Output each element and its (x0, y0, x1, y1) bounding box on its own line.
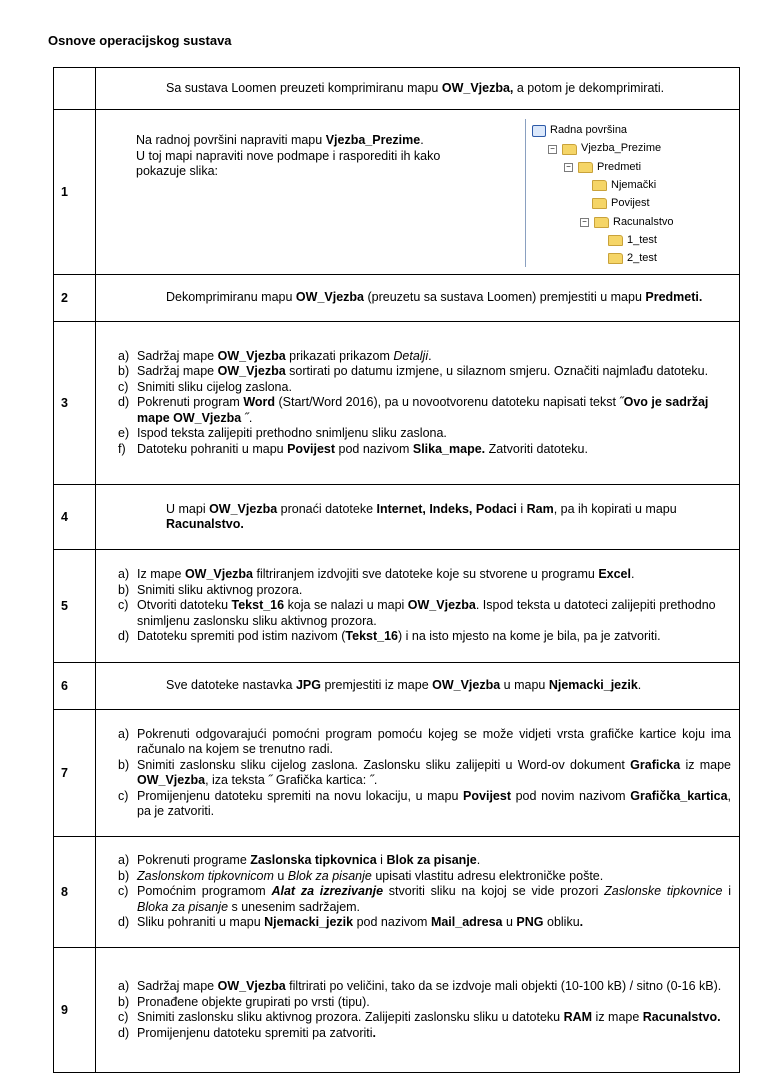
task-step (118, 442, 731, 458)
text-segment: Promijenjenu datoteku spremiti pa zatvoriti (137, 1025, 373, 1040)
step-text (137, 364, 731, 380)
bold-italic-text: Alat za izrezivanje (271, 884, 384, 899)
folder-icon (608, 235, 623, 246)
task-content (96, 68, 740, 110)
task-content (96, 275, 740, 322)
text-segment: sortirati po datumu izmjene, u silaznom smjeru. Označiti najmlađu datoteku. (285, 364, 709, 379)
table-row (54, 550, 740, 663)
task-number: 6 (54, 663, 96, 710)
step-text (137, 1010, 731, 1026)
bold-text: OW_Vjezba (137, 773, 206, 787)
tree-node (592, 196, 650, 212)
tree-node (548, 141, 661, 157)
text-segment: iz mape (592, 1010, 643, 1024)
task-step (118, 629, 731, 645)
bold-text: Excel (598, 567, 631, 582)
tree-node-label: 1_test (627, 233, 657, 246)
text-segment: a potom je dekomprimirati. (513, 80, 665, 95)
task-step (118, 567, 731, 583)
italic-text: Blok za pisanje (287, 868, 372, 883)
text-segment: , iza teksta ˝ Grafička kartica: ˝. (205, 773, 378, 787)
folder-icon (562, 144, 577, 155)
bold-text: Vjezba_Prezime (325, 133, 421, 147)
step-text (137, 380, 731, 396)
text-line (136, 164, 496, 180)
task-step (118, 583, 731, 599)
step-letter: a) (118, 726, 130, 741)
text-segment: Iz mape (137, 567, 185, 582)
step-text (137, 395, 731, 426)
task-step (118, 1010, 731, 1026)
text-segment: prikazati prikazom (285, 348, 394, 363)
task-step (118, 380, 731, 396)
step-letter: a) (118, 979, 130, 993)
step-letter: d) (118, 915, 130, 930)
text-segment: Sadržaj mape (137, 364, 218, 379)
text-segment: obliku (543, 915, 580, 930)
bold-text: OW_Vjezba (432, 678, 501, 693)
step-letter: d) (118, 395, 130, 410)
step-letter: a) (118, 853, 130, 868)
step-text (137, 583, 731, 599)
text-segment: ) i na isto mjesto na kome je bila, pa je zatvoriti. (398, 629, 661, 644)
bold-text: Ovo je sadržaj mape OW_Vjezba (137, 395, 709, 425)
table-row (54, 485, 740, 550)
bold-text: Mail_adresa (430, 915, 503, 930)
text-segment: . (476, 853, 481, 868)
page-title: Osnove operacijskog sustava (48, 33, 232, 48)
step-letter: b) (118, 868, 130, 883)
task-step (118, 758, 731, 789)
bold-text: RAM (563, 1010, 593, 1024)
collapse-toggle-icon: − (580, 218, 589, 227)
task-number: 1 (54, 110, 96, 275)
task-content (96, 948, 740, 1073)
step-letter: b) (118, 364, 130, 379)
tree-node (532, 123, 627, 139)
task-number: 3 (54, 322, 96, 485)
task-step (118, 979, 731, 995)
text-segment: , pa ih kopirati u mapu (553, 501, 677, 516)
text-segment: (Start/Word 2016), pa u novootvorenu datoteku napisati tekst ˝ (275, 395, 624, 410)
table-row (54, 275, 740, 322)
task-paragraph (166, 502, 731, 533)
text-segment: Dekomprimiranu mapu (166, 290, 296, 305)
text-segment: Na radnoj površini napraviti mapu (136, 133, 326, 147)
step-letter: c) (118, 379, 129, 394)
bold-text: Tekst_16 (345, 629, 398, 644)
text-segment: Pokrenuti program (137, 395, 244, 410)
table-row (54, 68, 740, 110)
folder-icon (592, 198, 607, 209)
bold-text: Racunalstvo. (166, 517, 244, 531)
tasks-table (53, 67, 740, 1073)
text-segment: iz mape (680, 757, 731, 772)
bold-text: Zaslonska tipkovnica (250, 853, 377, 868)
text-segment: i (376, 853, 387, 868)
tree-node-label: Racunalstvo (613, 215, 674, 228)
step-text (137, 727, 731, 758)
text-segment: Promijenjenu datoteku spremiti na novu lokaciju, u mapu (137, 788, 464, 803)
text-segment: pod novim nazivom (510, 788, 631, 803)
task-paragraph (166, 290, 731, 306)
bold-text: Povijest (463, 788, 511, 803)
step-letter: c) (118, 598, 129, 613)
task-content (96, 550, 740, 663)
text-segment: Snimiti sliku aktivnog prozora. (137, 582, 303, 597)
text-segment: , pa je zatvoriti. (137, 788, 732, 818)
tree-node-label: 2_test (627, 252, 657, 265)
bold-text: . (372, 1025, 377, 1040)
text-segment: pod nazivom (353, 915, 431, 930)
table-row (54, 837, 740, 948)
task-step (118, 915, 731, 931)
text-segment: pokazuje slika: (136, 164, 218, 178)
bold-text: Povijest (287, 441, 336, 456)
text-segment: Ispod teksta zalijepiti prethodno snimljenu sliku zaslona. (137, 426, 447, 441)
bold-text: Graficka (630, 757, 681, 772)
bold-text: OW_Vjezba (295, 290, 364, 305)
step-text (137, 758, 731, 789)
tree-node-label: Predmeti (597, 160, 642, 173)
bold-text: OW_Vjezba (217, 979, 286, 993)
task-step (118, 995, 731, 1011)
text-segment: pronaći datoteke (277, 501, 377, 516)
bold-text: OW_Vjezba (217, 364, 286, 379)
step-text (137, 869, 731, 885)
step-letter: e) (118, 426, 130, 441)
text-segment: . (428, 348, 432, 363)
bold-text: Grafička_kartica (630, 788, 728, 803)
text-segment: stvoriti sliku na kojoj se vide prozori (383, 884, 605, 899)
text-segment: Pokrenuti programe (137, 853, 251, 868)
task-steps (118, 349, 731, 458)
text-segment: . (637, 678, 642, 693)
text-segment: Pokrenuti odgovarajući pomoćni program pomoću kojeg se može vidjeti vrsta grafičke kartice koju ima računalo na kojem se trenutno radi. (137, 726, 731, 756)
tree-node (580, 215, 674, 231)
text-segment: Snimiti sliku cijelog zaslona. (137, 379, 292, 394)
bold-text: Tekst_16 (231, 598, 285, 613)
collapse-toggle-icon: − (564, 163, 573, 172)
step-letter: d) (118, 1025, 130, 1040)
text-segment: Datoteku spremiti pod istim nazivom ( (137, 629, 346, 644)
text-segment: premjestiti iz mape (320, 678, 433, 693)
text-segment: u mapu (500, 678, 549, 693)
tree-node-label: Vjezba_Prezime (581, 142, 662, 155)
task-steps (118, 853, 731, 931)
text-segment: Pronađene objekte grupirati po vrsti (tipu). (137, 994, 370, 1009)
task-content (96, 322, 740, 485)
step-letter: c) (118, 1010, 129, 1024)
bold-text: Njemacki_jezik (264, 915, 354, 930)
step-letter: f) (118, 441, 126, 456)
task-steps (118, 727, 731, 820)
bold-text: Predmeti. (645, 290, 703, 305)
step-letter: d) (118, 629, 130, 644)
text-segment: . (630, 567, 635, 582)
step-text (137, 979, 731, 995)
step-text (137, 629, 731, 645)
folder-icon (592, 180, 607, 191)
text-segment: Otvoriti datoteku (137, 598, 232, 613)
task-1-layout (118, 117, 731, 267)
italic-text: Detalji (393, 348, 429, 363)
task-steps (118, 979, 731, 1041)
text-segment: Sliku pohraniti u mapu (137, 915, 265, 930)
text-segment: Sadržaj mape (137, 348, 218, 363)
tree-node (592, 178, 656, 194)
task-step (118, 869, 731, 885)
text-segment: upisati vlastitu adresu elektroničke pošte. (371, 868, 604, 883)
collapse-toggle-icon: − (548, 145, 557, 154)
text-segment: Sadržaj mape (137, 979, 218, 993)
tree-node-label: Radna površina (550, 124, 628, 136)
bold-text: OW_Vjezba (217, 348, 286, 363)
step-letter: c) (118, 788, 129, 803)
bold-text: Njemacki_jezik (548, 678, 638, 693)
task-step (118, 598, 731, 629)
bold-text: Slika_mape. (412, 441, 486, 456)
task-number: 2 (54, 275, 96, 322)
task-paragraph (166, 81, 731, 97)
bold-text: Internet, Indeks, Podaci (376, 501, 517, 516)
text-segment: (preuzetu sa sustava Loomen) premjestiti u mapu (364, 290, 646, 305)
task-paragraph (166, 678, 731, 694)
step-letter: b) (118, 994, 130, 1009)
bold-text: OW_Vjezba (184, 567, 254, 582)
task-step (118, 727, 731, 758)
table-row (54, 710, 740, 837)
table-row (54, 322, 740, 485)
tree-node (608, 251, 657, 267)
desktop-icon (532, 125, 546, 137)
folder-icon (608, 253, 623, 264)
task-step (118, 789, 731, 820)
bold-text: Racunalstvo. (642, 1010, 721, 1024)
text-segment: i (722, 884, 732, 899)
task-content (96, 110, 740, 275)
italic-text: Zaslonskom tipkovnicom (137, 868, 274, 883)
task-step (118, 395, 731, 426)
text-line (136, 133, 496, 149)
bold-text: OW_Vjezba, (441, 80, 514, 95)
task-step (118, 349, 731, 365)
bold-text: JPG (295, 678, 321, 693)
table-row (54, 110, 740, 275)
text-segment: ˝. (241, 410, 253, 425)
text-segment: i (516, 501, 527, 516)
task-steps (118, 567, 731, 645)
text-segment: Datoteku pohraniti u mapu (137, 441, 288, 456)
task-step (118, 853, 731, 869)
step-letter: a) (118, 348, 130, 363)
step-text (137, 567, 731, 583)
task-content (96, 485, 740, 550)
task-number: 8 (54, 837, 96, 948)
task-number (54, 68, 96, 110)
task-step (118, 1026, 731, 1042)
tree-node (564, 160, 641, 176)
table-row (54, 948, 740, 1073)
text-segment: U toj mapi napraviti nove podmape i rasporediti ih kako (136, 148, 441, 163)
task-step (118, 364, 731, 380)
bold-text: OW_Vjezba (407, 598, 476, 613)
step-text (137, 995, 731, 1011)
task-1-text (118, 117, 496, 180)
task-number: 7 (54, 710, 96, 837)
task-content (96, 837, 740, 948)
step-text (137, 915, 731, 931)
text-segment: Snimiti zaslonsku sliku aktivnog prozora. Zalijepiti zaslonsku sliku u datoteku (137, 1010, 564, 1024)
text-segment: Sve datoteke nastavka (166, 678, 296, 693)
text-segment: Pomoćnim programom (137, 884, 272, 899)
text-segment: filtrirati po veličini, tako da se izdvoje mali objekti (10-100 kB) / sitno (0-16 kB). (285, 979, 722, 993)
task-number: 9 (54, 948, 96, 1073)
tasks-table-body (54, 68, 740, 1073)
step-letter: b) (118, 757, 130, 772)
step-letter: c) (118, 884, 129, 899)
text-segment: . Ispod teksta u datoteci zalijepiti prethodno snimljenu zaslonsku sliku aktivnog prozora. (137, 598, 716, 628)
task-number: 4 (54, 485, 96, 550)
table-row (54, 663, 740, 710)
tree-node (608, 233, 657, 249)
text-segment: koja se nalazi u mapi (284, 598, 408, 613)
text-segment: Sa sustava Loomen preuzeti komprimiranu mapu (166, 80, 442, 95)
step-text (137, 442, 731, 458)
text-segment: filtriranjem izdvojiti sve datoteke koje su stvorene u programu (253, 567, 599, 582)
italic-text: Bloka za pisanje (137, 899, 229, 914)
text-segment: u (502, 915, 517, 930)
step-text (137, 426, 731, 442)
step-text (137, 349, 731, 365)
task-content (96, 663, 740, 710)
bold-text: Blok za pisanje (386, 853, 477, 868)
tree-node-label: Njemački (611, 178, 657, 191)
step-text (137, 598, 731, 629)
folder-icon (594, 217, 609, 228)
tree-node-label: Povijest (611, 197, 650, 210)
step-text (137, 853, 731, 869)
bold-text: Ram (526, 501, 554, 516)
task-step (118, 884, 731, 915)
bold-text: Word (243, 395, 276, 410)
text-segment: Snimiti zaslonsku sliku cijelog zaslona. Zaslonsku sliku zalijepiti u Word-ov dokument (137, 757, 631, 772)
bold-text: . (579, 915, 584, 930)
text-segment: Zatvoriti datoteku. (485, 441, 588, 456)
text-segment: pod nazivom (335, 441, 413, 456)
text-line (136, 149, 496, 165)
text-segment: s unesenim sadržajem. (228, 899, 361, 914)
step-letter: b) (118, 582, 130, 597)
task-content (96, 710, 740, 837)
bold-text: OW_Vjezba (209, 501, 278, 516)
step-text (137, 1026, 731, 1042)
folder-icon (578, 162, 593, 173)
step-text (137, 884, 731, 915)
step-text (137, 789, 731, 820)
text-segment: U mapi (166, 501, 210, 516)
folder-tree-image (525, 119, 731, 267)
task-step (118, 426, 731, 442)
bold-text: PNG (516, 915, 544, 930)
text-segment: . (420, 133, 424, 147)
task-number: 5 (54, 550, 96, 663)
italic-text: Zaslonske tipkovnice (604, 884, 723, 899)
step-letter: a) (118, 567, 130, 582)
text-segment: u (273, 868, 288, 883)
